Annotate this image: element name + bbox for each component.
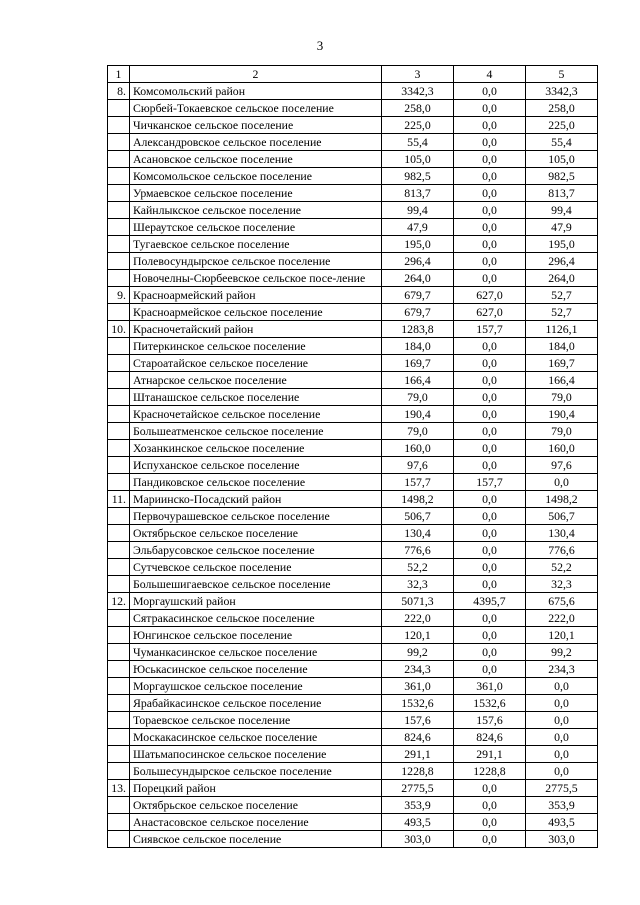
col3-cell: 52,2 [382,559,454,576]
row-number-cell [108,236,130,253]
col3-cell: 1283,8 [382,321,454,338]
col5-cell: 1126,1 [526,321,598,338]
row-name-cell: Большеатменское сельское поселение [130,423,382,440]
col4-cell: 0,0 [454,559,526,576]
row-number-cell [108,389,130,406]
col3-cell: 776,6 [382,542,454,559]
row-name-cell: Москакасинское сельское поселение [130,729,382,746]
col4-cell: 0,0 [454,83,526,100]
col3-cell: 190,4 [382,406,454,423]
row-number-cell [108,338,130,355]
col5-cell: 97,6 [526,457,598,474]
col3-cell: 258,0 [382,100,454,117]
table-row [108,270,598,287]
col3-cell: 225,0 [382,117,454,134]
col3-cell: 296,4 [382,253,454,270]
col3-cell: 157,6 [382,712,454,729]
col4-cell: 0,0 [454,338,526,355]
col3-cell: 97,6 [382,457,454,474]
col5-cell: 234,3 [526,661,598,678]
row-number-cell [108,610,130,627]
col4-cell: 0,0 [454,627,526,644]
page-number: 3 [316,38,324,53]
row-name-cell: Чичканское сельское поселение [130,117,382,134]
row-name-cell: Пандиковское сельское поселение [130,474,382,491]
table-row [108,219,598,236]
row-number-cell [108,508,130,525]
table-row [108,202,598,219]
col5-cell: 0,0 [526,746,598,763]
col3-cell: 1532,6 [382,695,454,712]
col4-cell: 0,0 [454,525,526,542]
row-number-cell [108,168,130,185]
row-name-cell: Шатьмапосинское сельское поселение [130,746,382,763]
col5-cell: 0,0 [526,712,598,729]
row-name-cell: Эльбарусовское сельское поселение [130,542,382,559]
table-row [108,559,598,576]
col3-cell: 982,5 [382,168,454,185]
col5-cell: 130,4 [526,525,598,542]
row-number-cell [108,202,130,219]
row-name-cell: Большешигаевское сельское поселение [130,576,382,593]
row-name-cell: Чуманкасинское сельское поселение [130,644,382,661]
table-row [108,236,598,253]
row-name-cell: Ярабайкасинское сельское поселение [130,695,382,712]
table-row [108,474,598,491]
table-row [108,729,598,746]
col4-cell: 824,6 [454,729,526,746]
row-number-cell [108,304,130,321]
col5-cell: 79,0 [526,389,598,406]
row-name-cell: Красночетайский район [130,321,382,338]
header-row [108,66,598,83]
col5-cell: 47,9 [526,219,598,236]
col4-cell: 0,0 [454,406,526,423]
table-row [108,610,598,627]
row-number-cell [108,797,130,814]
col4-cell: 157,7 [454,474,526,491]
table-row [108,338,598,355]
col4-cell: 0,0 [454,151,526,168]
col4-cell: 627,0 [454,304,526,321]
col3-cell: 99,4 [382,202,454,219]
col4-cell: 0,0 [454,457,526,474]
row-number-cell: 13. [108,780,130,797]
col4-cell: 0,0 [454,797,526,814]
row-number-cell [108,746,130,763]
table-row [108,406,598,423]
col3-cell: 79,0 [382,389,454,406]
col4-cell: 0,0 [454,644,526,661]
row-number-cell [108,355,130,372]
col3-cell: 47,9 [382,219,454,236]
col4-cell: 0,0 [454,134,526,151]
col5-cell: 184,0 [526,338,598,355]
header-cell: 4 [454,66,526,83]
col4-cell: 1228,8 [454,763,526,780]
col3-cell: 5071,3 [382,593,454,610]
col4-cell: 0,0 [454,355,526,372]
col4-cell: 0,0 [454,100,526,117]
row-name-cell: Моргаушский район [130,593,382,610]
row-name-cell: Октябрьское сельское поселение [130,797,382,814]
col3-cell: 353,9 [382,797,454,814]
table-row [108,712,598,729]
row-name-cell: Октябрьское сельское поселение [130,525,382,542]
row-name-cell: Новочелны-Сюрбеевское сельское посе-ление [130,270,382,287]
col3-cell: 105,0 [382,151,454,168]
col5-cell: 166,4 [526,372,598,389]
col4-cell: 0,0 [454,185,526,202]
col5-cell: 0,0 [526,474,598,491]
row-number-cell [108,457,130,474]
col3-cell: 679,7 [382,304,454,321]
col3-cell: 169,7 [382,355,454,372]
row-number-cell [108,117,130,134]
table-row [108,304,598,321]
col3-cell: 195,0 [382,236,454,253]
col5-cell: 0,0 [526,763,598,780]
table-row [108,457,598,474]
col3-cell: 1498,2 [382,491,454,508]
col5-cell: 2775,5 [526,780,598,797]
col4-cell: 0,0 [454,831,526,848]
col3-cell: 264,0 [382,270,454,287]
col5-cell: 506,7 [526,508,598,525]
col4-cell: 361,0 [454,678,526,695]
table-row [108,440,598,457]
table-row [108,797,598,814]
col4-cell: 627,0 [454,287,526,304]
row-name-cell: Испуханское сельское поселение [130,457,382,474]
col5-cell: 303,0 [526,831,598,848]
col3-cell: 303,0 [382,831,454,848]
row-number-cell: 10. [108,321,130,338]
header-cell: 3 [382,66,454,83]
col5-cell: 32,3 [526,576,598,593]
col4-cell: 0,0 [454,491,526,508]
col4-cell: 0,0 [454,508,526,525]
col3-cell: 184,0 [382,338,454,355]
row-name-cell: Кайнлыкское сельское поселение [130,202,382,219]
table-row [108,100,598,117]
col3-cell: 2775,5 [382,780,454,797]
col4-cell: 0,0 [454,117,526,134]
col3-cell: 679,7 [382,287,454,304]
header-cell: 2 [130,66,382,83]
row-number-cell [108,627,130,644]
row-number-cell [108,406,130,423]
col5-cell: 3342,3 [526,83,598,100]
col3-cell: 222,0 [382,610,454,627]
row-number-cell [108,695,130,712]
col4-cell: 0,0 [454,542,526,559]
col4-cell: 1532,6 [454,695,526,712]
col4-cell: 0,0 [454,440,526,457]
table-row [108,746,598,763]
row-number-cell [108,814,130,831]
row-name-cell: Тугаевское сельское поселение [130,236,382,253]
row-number-cell [108,525,130,542]
col3-cell: 166,4 [382,372,454,389]
row-number-cell [108,423,130,440]
col3-cell: 99,2 [382,644,454,661]
col5-cell: 813,7 [526,185,598,202]
table-row [108,287,598,304]
col5-cell: 0,0 [526,695,598,712]
row-name-cell: Шераутское сельское поселение [130,219,382,236]
row-number-cell [108,559,130,576]
col5-cell: 222,0 [526,610,598,627]
row-name-cell: Полевосундырское сельское поселение [130,253,382,270]
row-name-cell: Комсомольское сельское поселение [130,168,382,185]
col3-cell: 160,0 [382,440,454,457]
row-name-cell: Штанашское сельское поселение [130,389,382,406]
table-row [108,661,598,678]
col4-cell: 157,7 [454,321,526,338]
col3-cell: 32,3 [382,576,454,593]
row-number-cell [108,661,130,678]
row-name-cell: Порецкий район [130,780,382,797]
row-number-cell [108,372,130,389]
col4-cell: 0,0 [454,219,526,236]
col5-cell: 675,6 [526,593,598,610]
table-row [108,423,598,440]
row-name-cell: Комсомольский район [130,83,382,100]
col3-cell: 506,7 [382,508,454,525]
col5-cell: 79,0 [526,423,598,440]
row-number-cell [108,134,130,151]
row-number-cell [108,219,130,236]
row-number-cell: 9. [108,287,130,304]
col5-cell: 0,0 [526,729,598,746]
col4-cell: 0,0 [454,661,526,678]
table-row [108,542,598,559]
table-row [108,695,598,712]
table-row [108,525,598,542]
table-row [108,763,598,780]
col3-cell: 130,4 [382,525,454,542]
table-row [108,576,598,593]
col4-cell: 0,0 [454,576,526,593]
col5-cell: 195,0 [526,236,598,253]
row-name-cell: Урмаевское сельское поселение [130,185,382,202]
col4-cell: 0,0 [454,253,526,270]
row-name-cell: Юнгинское сельское поселение [130,627,382,644]
col3-cell: 234,3 [382,661,454,678]
row-name-cell: Моргаушское сельское поселение [130,678,382,695]
table-row [108,134,598,151]
row-name-cell: Александровское сельское поселение [130,134,382,151]
table-row [108,508,598,525]
row-name-cell: Красночетайское сельское поселение [130,406,382,423]
col5-cell: 982,5 [526,168,598,185]
table-row [108,831,598,848]
col3-cell: 813,7 [382,185,454,202]
col5-cell: 264,0 [526,270,598,287]
row-number-cell [108,576,130,593]
row-number-cell [108,440,130,457]
header-cell: 5 [526,66,598,83]
col5-cell: 296,4 [526,253,598,270]
col5-cell: 99,2 [526,644,598,661]
row-name-cell: Тораевское сельское поселение [130,712,382,729]
row-name-cell: Хозанкинское сельское поселение [130,440,382,457]
row-name-cell: Сиявское сельское поселение [130,831,382,848]
table-body [108,66,598,848]
col5-cell: 52,2 [526,559,598,576]
col4-cell: 0,0 [454,168,526,185]
col4-cell: 4395,7 [454,593,526,610]
table-row [108,355,598,372]
row-number-cell: 8. [108,83,130,100]
row-number-cell [108,185,130,202]
col5-cell: 1498,2 [526,491,598,508]
col5-cell: 190,4 [526,406,598,423]
row-number-cell [108,253,130,270]
table-row [108,151,598,168]
table-row [108,372,598,389]
table-row [108,593,598,610]
col4-cell: 291,1 [454,746,526,763]
row-number-cell: 11. [108,491,130,508]
col5-cell: 160,0 [526,440,598,457]
col3-cell: 3342,3 [382,83,454,100]
col5-cell: 0,0 [526,678,598,695]
row-name-cell: Анастасовское сельское поселение [130,814,382,831]
col3-cell: 824,6 [382,729,454,746]
row-number-cell [108,542,130,559]
row-name-cell: Атнарское сельское поселение [130,372,382,389]
row-number-cell [108,763,130,780]
row-name-cell: Мариинско-Посадский район [130,491,382,508]
table-row [108,185,598,202]
col3-cell: 120,1 [382,627,454,644]
table-row [108,253,598,270]
row-name-cell: Большесундырское сельское поселение [130,763,382,780]
table-row [108,627,598,644]
row-number-cell [108,831,130,848]
row-number-cell [108,474,130,491]
table-row [108,678,598,695]
col5-cell: 105,0 [526,151,598,168]
table-row [108,644,598,661]
table-row [108,321,598,338]
table-row [108,389,598,406]
col4-cell: 0,0 [454,780,526,797]
row-name-cell: Сюрбей-Токаевское сельское поселение [130,100,382,117]
table-row [108,117,598,134]
col4-cell: 0,0 [454,423,526,440]
row-number-cell [108,678,130,695]
row-name-cell: Сятракасинское сельское поселение [130,610,382,627]
table-row [108,491,598,508]
row-number-cell [108,729,130,746]
row-name-cell: Староатайское сельское поселение [130,355,382,372]
row-number-cell [108,644,130,661]
row-name-cell: Красноармейское сельское поселение [130,304,382,321]
col5-cell: 52,7 [526,287,598,304]
row-name-cell: Первочурашевское сельское поселение [130,508,382,525]
col3-cell: 361,0 [382,678,454,695]
col5-cell: 776,6 [526,542,598,559]
row-name-cell: Асановское сельское поселение [130,151,382,168]
col5-cell: 225,0 [526,117,598,134]
col4-cell: 0,0 [454,236,526,253]
col3-cell: 157,7 [382,474,454,491]
col3-cell: 1228,8 [382,763,454,780]
budget-table [107,65,598,848]
row-number-cell [108,100,130,117]
col3-cell: 79,0 [382,423,454,440]
col3-cell: 493,5 [382,814,454,831]
row-number-cell [108,712,130,729]
col5-cell: 52,7 [526,304,598,321]
col5-cell: 120,1 [526,627,598,644]
col4-cell: 0,0 [454,372,526,389]
col4-cell: 0,0 [454,270,526,287]
row-name-cell: Красноармейский район [130,287,382,304]
row-name-cell: Питеркинское сельское поселение [130,338,382,355]
row-number-cell [108,151,130,168]
col5-cell: 99,4 [526,202,598,219]
col4-cell: 0,0 [454,610,526,627]
col5-cell: 55,4 [526,134,598,151]
row-name-cell: Юськасинское сельское поселение [130,661,382,678]
col5-cell: 493,5 [526,814,598,831]
header-cell: 1 [108,66,130,83]
col4-cell: 0,0 [454,202,526,219]
col3-cell: 55,4 [382,134,454,151]
row-name-cell: Сутчевское сельское поселение [130,559,382,576]
col5-cell: 169,7 [526,355,598,372]
table-row [108,780,598,797]
table-row [108,814,598,831]
row-number-cell: 12. [108,593,130,610]
col4-cell: 0,0 [454,814,526,831]
col5-cell: 353,9 [526,797,598,814]
row-number-cell [108,270,130,287]
col5-cell: 258,0 [526,100,598,117]
col4-cell: 0,0 [454,389,526,406]
col4-cell: 157,6 [454,712,526,729]
table-row [108,83,598,100]
table-row [108,168,598,185]
col3-cell: 291,1 [382,746,454,763]
